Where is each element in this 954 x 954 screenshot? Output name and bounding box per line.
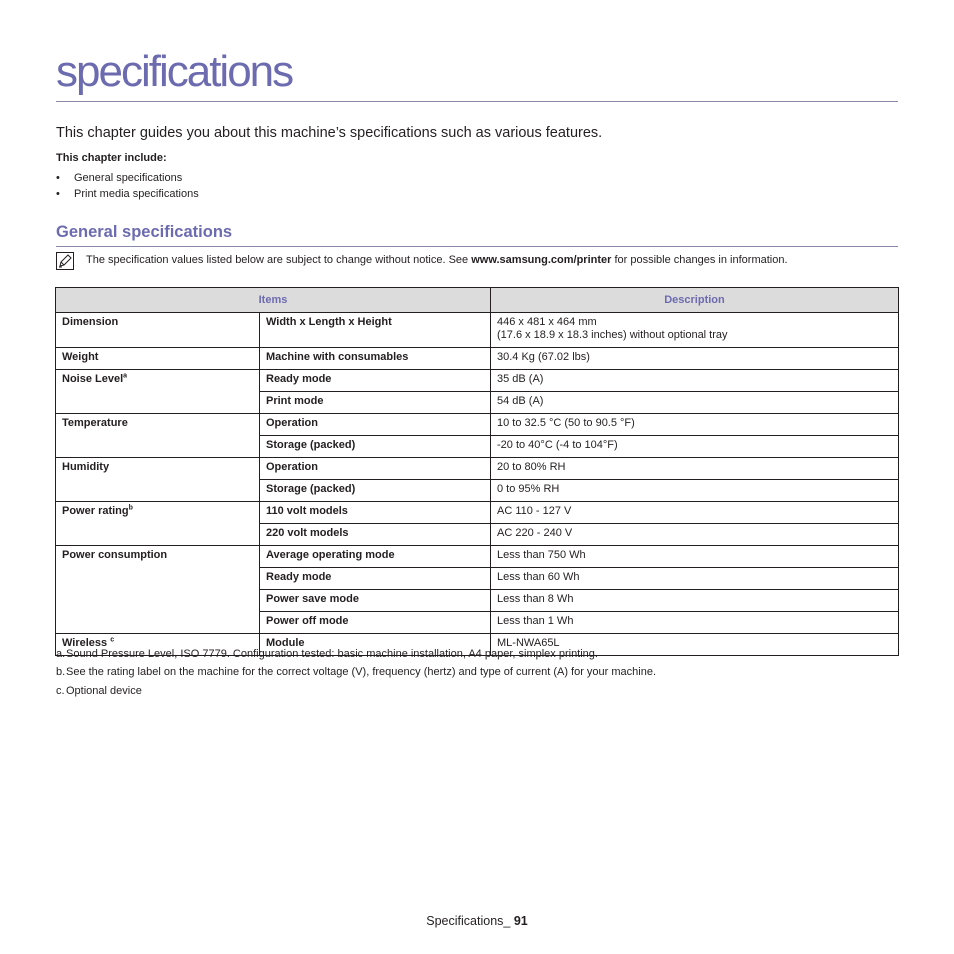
table-row — [56, 370, 899, 392]
footnote-text: Optional device — [66, 685, 142, 697]
title-divider — [56, 101, 898, 102]
spec-subitem: Machine with consumables — [260, 348, 491, 370]
spec-description: ML-NWA65L — [491, 634, 899, 656]
footnote — [56, 665, 656, 679]
spec-description: 20 to 80% RH — [491, 458, 899, 480]
footnote-ref: b — [128, 504, 133, 512]
spec-description: 54 dB (A) — [491, 392, 899, 414]
spec-subitem: Ready mode — [260, 568, 491, 590]
spec-description: AC 220 - 240 V — [491, 524, 899, 546]
spec-description: Less than 60 Wh — [491, 568, 899, 590]
page-footer — [0, 914, 954, 928]
spec-description: Less than 8 Wh — [491, 590, 899, 612]
footer-label: Specifications_ — [426, 914, 511, 928]
spec-item — [56, 370, 260, 414]
spec-subitem: Module — [260, 634, 491, 656]
spec-description: 30.4 Kg (67.02 lbs) — [491, 348, 899, 370]
spec-item — [56, 414, 260, 458]
page-title: specifications — [56, 47, 293, 96]
spec-item-label: Noise Level — [62, 373, 124, 385]
spec-item-label: Temperature — [62, 417, 128, 429]
spec-item-label: Power consumption — [62, 549, 168, 561]
spec-description: -20 to 40°C (-4 to 104°F) — [491, 436, 899, 458]
spec-item-label: Power rating — [62, 505, 129, 517]
spec-item-label: Weight — [62, 351, 99, 363]
note-text-after: for possible changes in information. — [611, 254, 788, 266]
spec-subitem: Storage (packed) — [260, 480, 491, 502]
spec-subitem: Operation — [260, 458, 491, 480]
table-header-row — [56, 288, 899, 313]
pencil-note-icon — [56, 252, 74, 270]
spec-subitem: Print mode — [260, 392, 491, 414]
spec-subitem: 220 volt models — [260, 524, 491, 546]
table-row — [56, 458, 899, 480]
table-row — [56, 546, 899, 568]
spec-item — [56, 313, 260, 348]
page-number: 91 — [510, 914, 528, 928]
section-heading: General specifications — [56, 223, 233, 241]
spec-subitem: Power off mode — [260, 612, 491, 634]
spec-description: Less than 1 Wh — [491, 612, 899, 634]
samsung-link[interactable]: www.samsung.com/printer — [471, 254, 612, 266]
spec-item-label: Humidity — [62, 461, 110, 473]
toc-item: • Print media specifications — [56, 188, 199, 200]
spec-subitem: Average operating mode — [260, 546, 491, 568]
spec-description: 446 x 481 x 464 mm (17.6 x 18.9 x 18.3 inches) without optional tray — [491, 313, 899, 348]
footnote-label: a. — [56, 648, 66, 660]
table-row — [56, 348, 899, 370]
section-divider — [56, 246, 898, 247]
spec-item — [56, 458, 260, 502]
table-row — [56, 313, 899, 348]
toc-item-label: General specifications — [74, 172, 183, 184]
spec-item-label: Dimension — [62, 316, 119, 328]
note-text — [86, 253, 788, 267]
footnote-text: See the rating label on the machine for the correct voltage (V), frequency (hertz) and type of current (A) for your machine. — [66, 666, 657, 678]
spec-subitem: Power save mode — [260, 590, 491, 612]
table-row — [56, 502, 899, 524]
footnote-text: Sound Pressure Level, ISO 7779. Configuration tested: basic machine installation, A4 paper, simplex printing. — [66, 648, 598, 660]
footnote — [56, 684, 142, 698]
spec-subitem: Ready mode — [260, 370, 491, 392]
spec-description: 35 dB (A) — [491, 370, 899, 392]
toc-item: • General specifications — [56, 172, 183, 184]
header-description: Description — [491, 288, 899, 313]
intro-text: This chapter guides you about this machine’s specifications such as various features. — [56, 125, 603, 141]
spec-subitem: Storage (packed) — [260, 436, 491, 458]
include-label: This chapter include: — [56, 152, 167, 164]
footnote-label: b. — [56, 666, 66, 678]
spec-subitem: Width x Length x Height — [260, 313, 491, 348]
spec-subitem: 110 volt models — [260, 502, 491, 524]
footnote — [56, 647, 598, 661]
footnote-ref: c — [110, 636, 115, 644]
spec-table — [55, 287, 899, 656]
toc-item-label: Print media specifications — [74, 188, 199, 200]
footnote-ref: a — [123, 372, 128, 380]
spec-description: Less than 750 Wh — [491, 546, 899, 568]
header-items: Items — [56, 288, 491, 313]
spec-description: 10 to 32.5 °C (50 to 90.5 °F) — [491, 414, 899, 436]
spec-description: AC 110 - 127 V — [491, 502, 899, 524]
spec-description: 0 to 95% RH — [491, 480, 899, 502]
note-text-before: The specification values listed below are subject to change without notice. See — [86, 254, 472, 266]
spec-item-label: Wireless — [62, 637, 111, 649]
spec-item — [56, 502, 260, 546]
spec-subitem: Operation — [260, 414, 491, 436]
table-row — [56, 414, 899, 436]
spec-item — [56, 546, 260, 634]
spec-item — [56, 348, 260, 370]
footnote-label: c. — [56, 685, 65, 697]
